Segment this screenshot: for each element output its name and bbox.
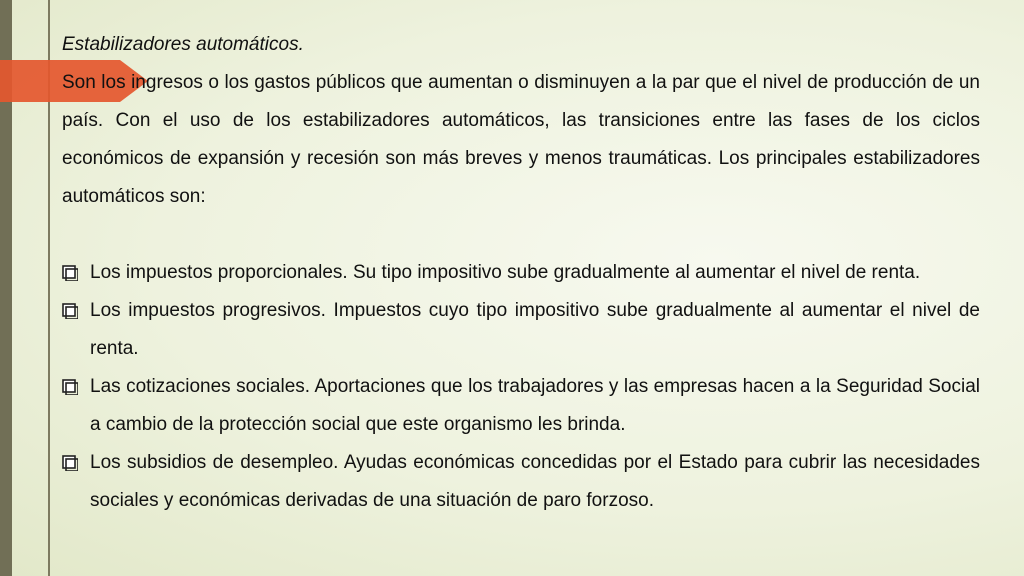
bullet-list: [62, 254, 980, 520]
list-item: [62, 444, 980, 520]
spacer: [62, 216, 980, 254]
list-item: [62, 368, 980, 444]
bullet-text: Las cotizaciones sociales. Aportaciones que los trabajadores y las empresas hacen a la Seguridad Social a cambio de la protección social que este organismo les brinda.: [90, 376, 980, 435]
list-item: [62, 254, 980, 292]
checkbox-bullet-icon: [62, 455, 78, 471]
slide-content: [62, 26, 980, 520]
checkbox-bullet-icon: [62, 303, 78, 319]
list-item: [62, 292, 980, 368]
slide-title: Estabilizadores automáticos.: [62, 34, 304, 55]
bullet-text: Los impuestos proporcionales. Su tipo impositivo sube gradualmente al aumentar el nivel de renta.: [90, 262, 921, 283]
bullet-text: Los impuestos progresivos. Impuestos cuyo tipo impositivo sube gradualmente al aumentar el nivel de renta.: [90, 300, 980, 359]
bullet-text: Los subsidios de desempleo. Ayudas económicas concedidas por el Estado para cubrir las necesidades sociales y económicas derivadas de una situación de paro forzoso.: [90, 452, 980, 511]
intro-paragraph: Son los ingresos o los gastos públicos que aumentan o disminuyen a la par que el nivel de producción de un país. Con el uso de los estabilizadores automáticos, las transiciones entre las fases de los ciclos económicos de expansión y recesión son más breves y menos traumáticas. Los principales estabilizadores automáticos son:: [62, 72, 980, 207]
checkbox-bullet-icon: [62, 265, 78, 281]
checkbox-bullet-icon: [62, 379, 78, 395]
